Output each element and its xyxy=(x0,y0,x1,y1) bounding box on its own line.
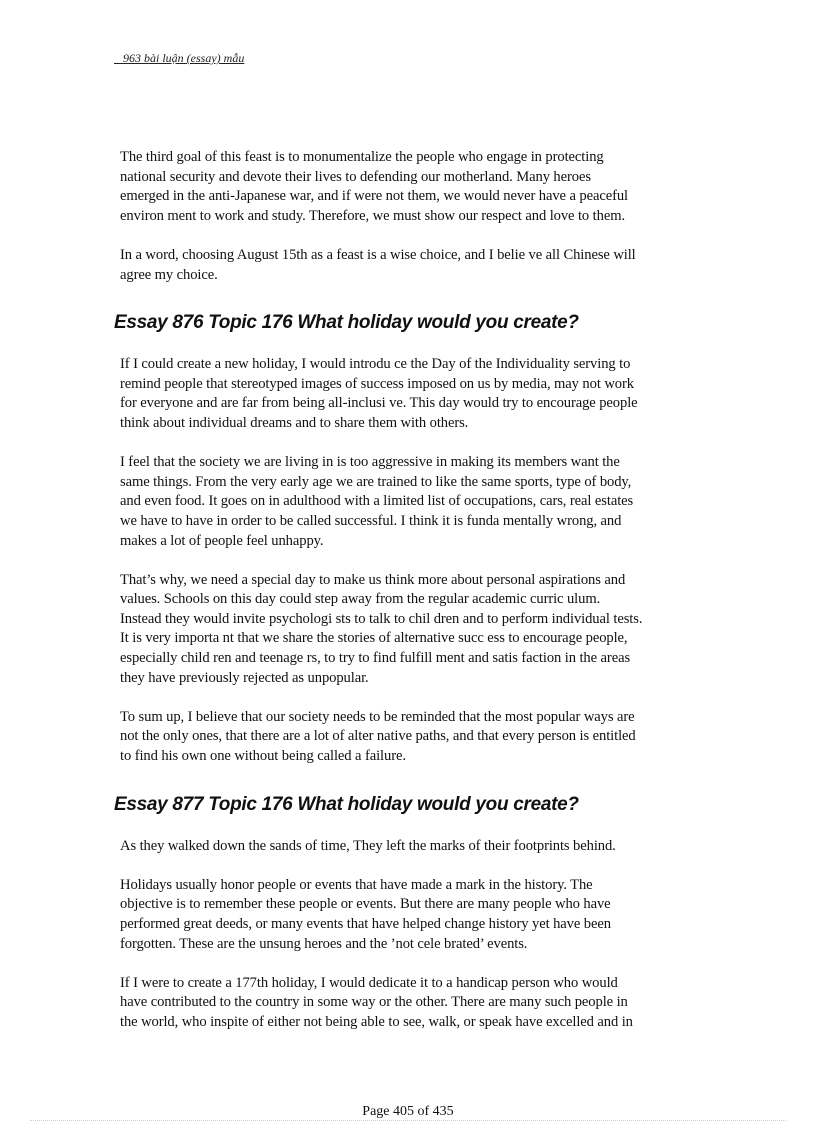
block-spacer xyxy=(114,688,704,708)
paragraph xyxy=(120,708,704,767)
paragraph-line: That’s why, we need a special day to make us think more about personal aspirations and xyxy=(120,571,626,588)
paragraph-line: objective is to remember these people or events. But there are many people who have xyxy=(120,896,611,913)
block-spacer xyxy=(114,285,704,311)
paragraph-line: The third goal of this feast is to monumentalize the people who engage in protecting xyxy=(120,149,604,165)
paragraph-line: especially child ren and teenage rs, to try to find fulfill ment and satis faction in the areas xyxy=(120,650,631,667)
footer-divider xyxy=(30,1120,786,1121)
paragraph-line: for everyone and are far from being all-inclusi ve. This day would try to encourage people xyxy=(120,395,638,412)
paragraph-line: If I could create a new holiday, I would introdu ce the Day of the Individuality serving to xyxy=(120,356,631,373)
block-spacer xyxy=(114,856,704,876)
paragraph xyxy=(120,974,704,1033)
paragraph-line: emerged in the anti-Japanese war, and if were not them, we would never have a peaceful xyxy=(120,188,628,205)
paragraph-line: agree my choice. xyxy=(120,266,218,283)
paragraph-line: the world, who inspite of either not being able to see, walk, or speak have excelled and in xyxy=(120,1013,633,1030)
document-header: 963 bài luận (essay) mẫu xyxy=(114,51,245,65)
paragraph-line: national security and devote their lives to defending our motherland. Many heroes xyxy=(120,168,591,185)
paragraph-line: makes a lot of people feel unhappy. xyxy=(120,532,324,549)
paragraph xyxy=(120,837,704,857)
paragraph-line: If I were to create a 177th holiday, I would dedicate it to a handicap person who would xyxy=(120,974,618,991)
essay-heading: Essay 877 Topic 176 What holiday would you create? xyxy=(114,793,579,815)
paragraph-line: I feel that the society we are living in is too aggressive in making its members want the xyxy=(120,454,620,471)
paragraph xyxy=(120,453,704,551)
paragraph-line: To sum up, I believe that our society needs to be reminded that the most popular ways are xyxy=(120,708,635,725)
block-spacer xyxy=(114,226,704,246)
paragraph-line: have contributed to the country in some way or the other. There are many such people in xyxy=(120,994,628,1011)
paragraph-line: It is very importa nt that we share the stories of alternative succ ess to encourage people, xyxy=(120,630,628,647)
paragraph-line: In a word, choosing August 15th as a feast is a wise choice, and I belie ve all Chinese will xyxy=(120,246,636,263)
essay-heading: Essay 876 Topic 176 What holiday would you create? xyxy=(114,312,579,334)
paragraph-line: and even food. It goes on in adulthood with a limited list of occupations, cars, real estates xyxy=(120,493,634,510)
paragraph-line: they have previously rejected as unpopular. xyxy=(120,669,369,686)
block-spacer xyxy=(114,954,704,974)
paragraph xyxy=(120,876,704,954)
paragraph-line: we have to have in order to be called successful. I think it is funda mentally wrong, and xyxy=(120,512,622,529)
paragraph xyxy=(120,571,704,689)
paragraph xyxy=(120,246,704,285)
paragraph-line: As they walked down the sands of time, They left the marks of their footprints behind. xyxy=(120,837,616,854)
block-spacer xyxy=(114,551,704,571)
block-spacer xyxy=(114,767,704,793)
paragraph xyxy=(120,355,704,433)
paragraph-line: forgotten. These are the unsung heroes and the ’not cele brated’ events. xyxy=(120,935,528,952)
paragraph-line: performed great deeds, or many events that have helped change history yet have been xyxy=(120,916,611,932)
paragraph-line: Instead they would invite psychologi sts to talk to chil dren and to perform individual tests. xyxy=(120,610,643,627)
paragraph-line: Holidays usually honor people or events that have made a mark in the history. The xyxy=(120,876,593,893)
paragraph-line: same things. From the very early age we are trained to like the same sports, type of body, xyxy=(120,473,632,490)
paragraph-line: not the only ones, that there are a lot of alter native paths, and that every person is entitled xyxy=(120,728,636,745)
block-spacer xyxy=(114,434,704,454)
block-spacer xyxy=(114,817,704,837)
paragraph-line: remind people that stereotyped images of success imposed on us by media, may not work xyxy=(120,375,634,392)
page-number: Page 405 of 435 xyxy=(362,1104,454,1119)
document-body xyxy=(114,148,704,1033)
paragraph-line: environ ment to work and study. Therefore, we must show our respect and love to them. xyxy=(120,207,625,224)
block-spacer xyxy=(114,335,704,355)
paragraph-line: think about individual dreams and to share them with others. xyxy=(120,414,469,431)
paragraph xyxy=(120,148,704,226)
paragraph-line: values. Schools on this day could step away from the regular academic curric ulum. xyxy=(120,591,601,608)
paragraph-line: to find his own one without being called a failure. xyxy=(120,748,406,765)
